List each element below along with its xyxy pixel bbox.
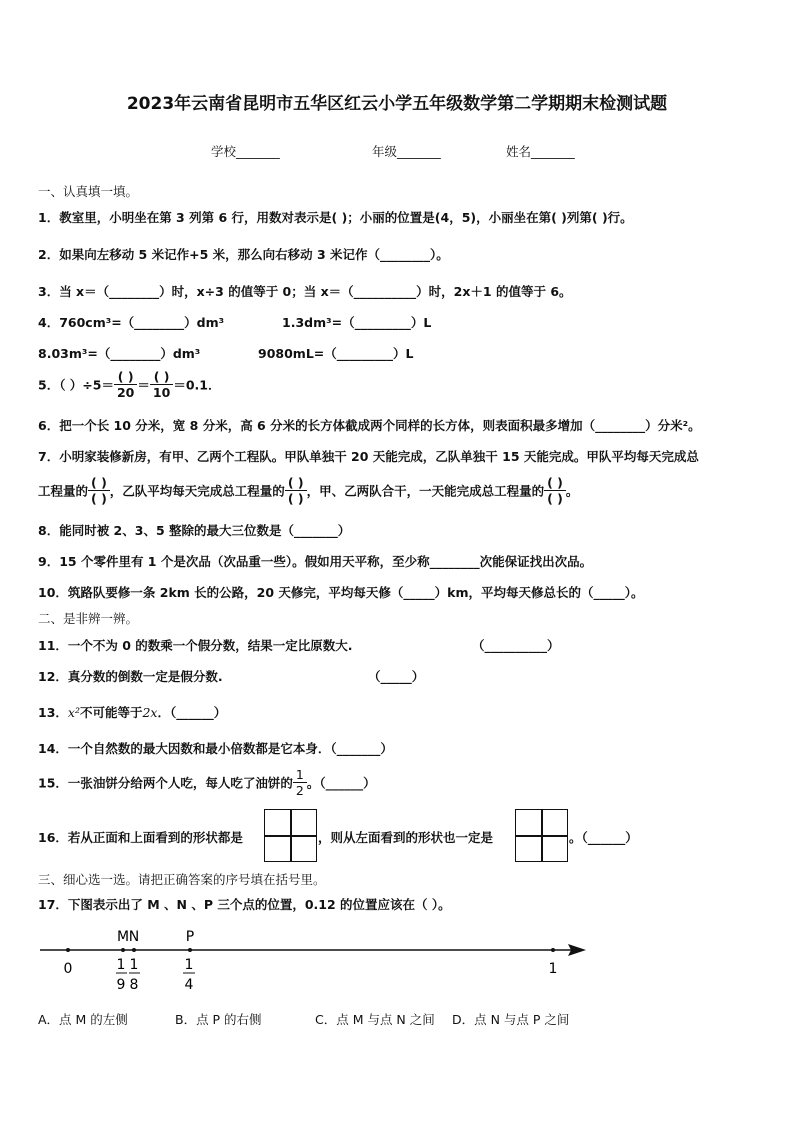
question-14: 14．一个自然数的最大因数和最小倍数都是它本身．（_______）: [38, 741, 393, 756]
question-9: 9．15 个零件里有 1 个是次品（次品重一些）。假如用天平称，至少称________次能保证找出次品。: [38, 554, 593, 569]
question-6: 6．把一个长 10 分米，宽 8 分米，高 6 分米的长方体截成两个同样的长方体，则表面积最多增加（________）分米²。: [38, 418, 701, 433]
q5-fraction-1: [114, 369, 137, 400]
question-4a: 4．760cm³=（________）dm³: [38, 315, 225, 330]
tick-label-zero: 0: [63, 961, 73, 977]
q13-mid: 不可能等于: [79, 705, 143, 720]
q13-expr-1: x²: [67, 705, 80, 720]
school-field: 学校_______: [211, 144, 280, 159]
q7-frac3-top: ( ): [544, 475, 566, 491]
question-15: [38, 767, 376, 798]
question-3: 3．当 x＝（________）时，x÷3 的值等于 0；当 x＝（__________）时，2x＋1 的值等于 6。: [38, 284, 572, 299]
question-2: 2．如果向左移动 5 米记作+5 米，那么向右移动 3 米记作（________）。: [38, 247, 449, 262]
question-1: 1．教室里，小明坐在第 3 列第 6 行，用数对表示是( )；小丽的位置是(4，5)，小丽坐在第( )列第( )行。: [38, 210, 633, 225]
question-4d: 9080mL=（_________）L: [258, 346, 414, 361]
question-7-line-1: 7．小明家装修新房，有甲、乙两个工程队。甲队单独干 20 天能完成，乙队单独干 15 天能完成。甲队平均每天完成总: [38, 449, 699, 464]
point-m: [121, 948, 125, 952]
q5-fraction-2: [150, 369, 173, 400]
number-line-figure: [30, 925, 595, 1000]
option-d: D．点 N 与点 P 之间: [452, 1012, 570, 1027]
question-16-mid: ，则从左面看到的形状也一定是: [318, 830, 494, 845]
tick-m-numerator: 1: [116, 957, 126, 973]
q13-expr-2: 2x: [142, 705, 158, 720]
q7-frac3-bottom: ( ): [547, 491, 563, 506]
label-p: P: [185, 929, 195, 945]
q7-part-4: 。: [565, 483, 579, 499]
q5-frac2-bottom: 10: [152, 385, 171, 400]
q5-lead: 5．（ ）÷5＝: [38, 377, 114, 393]
section-1-heading: 一、认真填一填。: [38, 184, 139, 199]
question-17: 17．下图表示出了 M 、N 、P 三个点的位置，0.12 的位置应该在（ ）。: [38, 897, 451, 912]
q7-frac1-top: ( ): [88, 475, 110, 491]
q5-frac2-top: ( ): [150, 369, 173, 385]
option-b: B．点 P 的右侧: [175, 1012, 262, 1027]
option-a: A．点 M 的左侧: [38, 1012, 128, 1027]
question-7-line-2: [38, 475, 578, 506]
question-12: 12．真分数的倒数一定是假分数.: [38, 669, 223, 684]
question-10: 10．筑路队要修一条 2km 长的公路，20 天修完，平均每天修（_____）km，平均每天修总长的（_____）。: [38, 585, 644, 600]
point-p: [188, 948, 192, 952]
section-3-heading: 三、细心选一选。请把正确答案的序号填在括号里。: [38, 872, 326, 887]
q7-frac2-bottom: ( ): [287, 491, 304, 506]
question-8: 8．能同时被 2、3、5 整除的最大三位数是（_______）: [38, 523, 351, 538]
q15-tail: 。（______）: [306, 775, 376, 791]
question-16-tail: 。（______）: [569, 830, 638, 845]
q7-part-2: ，乙队平均每天完成总工程量的: [109, 483, 285, 499]
q7-frac1-bottom: ( ): [91, 491, 107, 506]
q5-tail: ＝0.1．: [173, 377, 221, 393]
question-5: [38, 369, 220, 400]
q15-fraction: [293, 767, 307, 798]
question-11-blank: （__________）: [472, 638, 560, 653]
q7-part-3: ，甲、乙两队合干，一天能完成总工程量的: [306, 483, 545, 499]
tick-n-numerator: 1: [129, 957, 139, 973]
question-12-blank: （_____）: [368, 669, 425, 684]
tick-m-denominator: 9: [116, 977, 126, 993]
tick-label-one: 1: [548, 961, 558, 977]
square-grid-figure-2: [515, 809, 568, 862]
label-m: M: [116, 929, 130, 945]
label-n: N: [128, 929, 140, 945]
tick-n-denominator: 8: [129, 977, 139, 993]
q7-part-1: 工程量的: [38, 483, 89, 499]
q15-lead: 15．一张油饼分给两个人吃，每人吃了油饼的: [38, 775, 293, 791]
point-n: [132, 948, 136, 952]
q15-frac-top: 1: [293, 767, 307, 783]
section-2-heading: 二、是非辨一辨。: [38, 611, 139, 626]
q5-equals: ＝: [137, 377, 150, 393]
question-16-lead: 16．若从正面和上面看到的形状都是: [38, 830, 243, 845]
tick-p-denominator: 4: [184, 977, 194, 993]
question-13: [38, 703, 226, 721]
q7-frac2-top: ( ): [285, 475, 307, 491]
q5-frac1-top: ( ): [114, 369, 137, 385]
question-11: 11．一个不为 0 的数乘一个假分数，结果一定比原数大.: [38, 638, 353, 653]
point-zero: [66, 948, 70, 952]
q5-frac1-bottom: 20: [116, 385, 135, 400]
q13-lead: 13．: [38, 705, 68, 720]
q13-tail: ．（______）: [157, 705, 227, 720]
option-c: C．点 M 与点 N 之间: [315, 1012, 435, 1027]
question-4b: 1.3dm³=（_________）L: [282, 315, 432, 330]
tick-p-numerator: 1: [184, 957, 194, 973]
page-title: 2023年云南省昆明市五华区红云小学五年级数学第二学期期末检测试题: [126, 94, 668, 114]
q15-frac-bottom: 2: [295, 783, 304, 798]
question-4c: 8.03m³=（________）dm³: [38, 346, 201, 361]
square-grid-figure-1: [264, 809, 317, 862]
grade-field: 年级_______: [372, 144, 441, 159]
q7-fraction-1: [88, 475, 110, 506]
point-one: [551, 948, 555, 952]
name-field: 姓名_______: [506, 144, 575, 159]
q7-fraction-2: [285, 475, 307, 506]
q7-fraction-3: [544, 475, 566, 506]
